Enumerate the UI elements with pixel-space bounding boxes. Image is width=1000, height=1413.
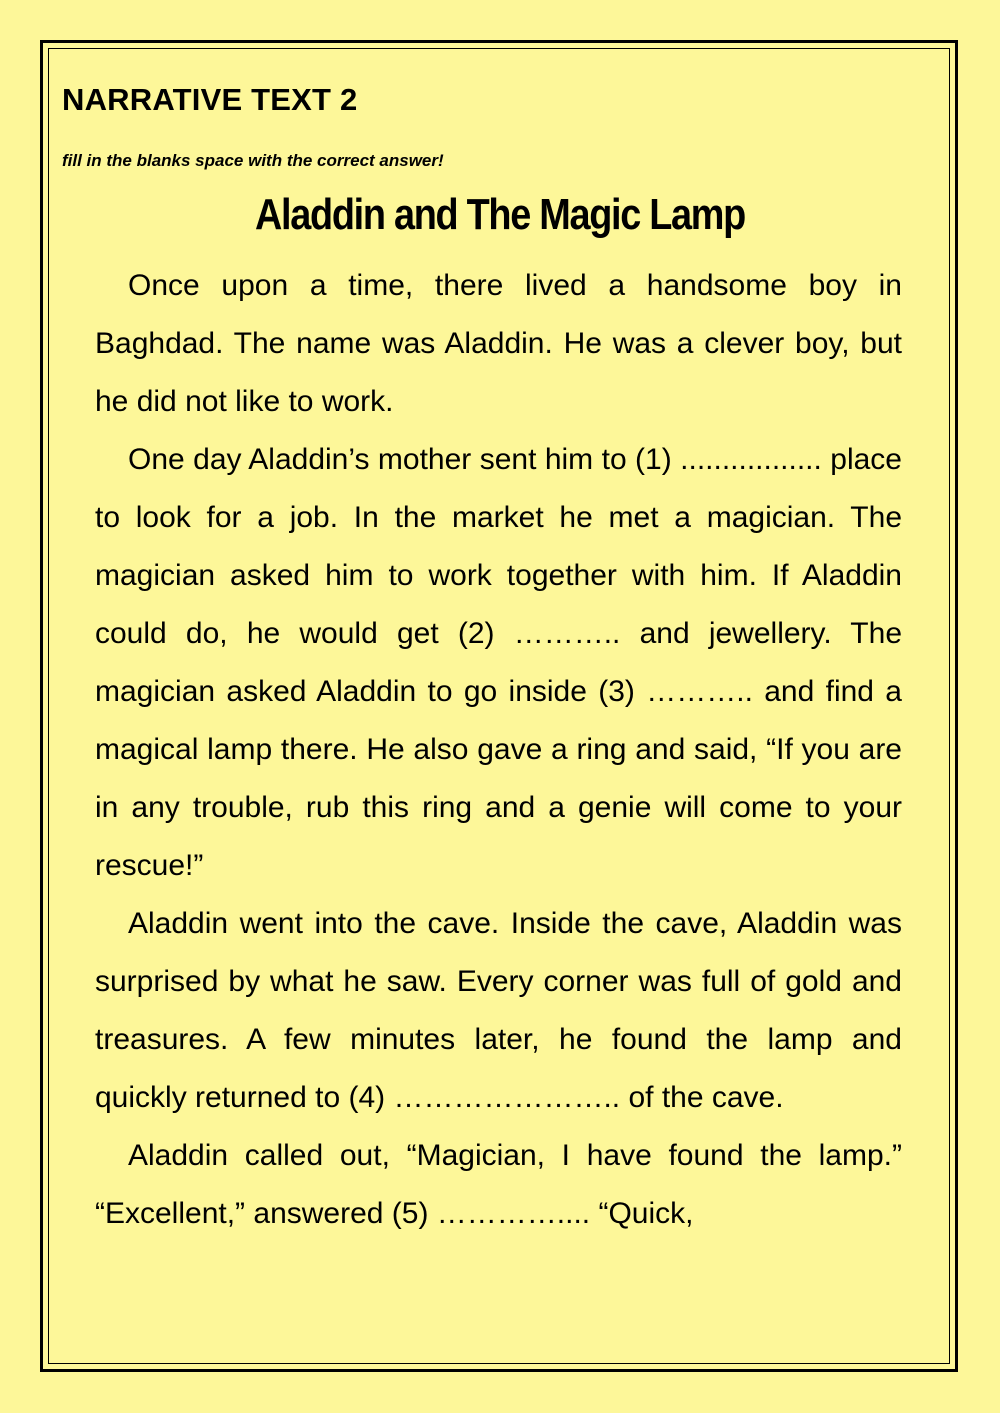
worksheet-instruction: fill in the blanks space with the correct answer! bbox=[62, 151, 444, 170]
story-paragraph: One day Aladdin’s mother sent him to (1) ................. place to look for a job. In the market he met a magician. The magician asked him to work together with him. If Aladdin could do, he would get (2) ……….. and jewellery. The magician asked Aladdin to go inside (3) ……….. and find a magical lamp there. He also gave a ring and said, “If you are in any trouble, rub this ring and a genie will come to your rescue!” bbox=[95, 443, 902, 882]
story-paragraph: Aladdin called out, “Magician, I have found the lamp.” “Excellent,” answered (5) ………….... “Quick, bbox=[95, 1139, 902, 1230]
story-paragraph: Aladdin went into the cave. Inside the cave, Aladdin was surprised by what he saw. Every corner was full of gold and treasures. A few minutes later, he found the lamp and quickly returned to (4) ………………….. of the cave. bbox=[95, 907, 902, 1114]
story-body bbox=[95, 257, 902, 1243]
story-paragraph: Once upon a time, there lived a handsome boy in Baghdad. The name was Aladdin. He was a clever boy, but he did not like to work. bbox=[95, 269, 902, 418]
story-title: Aladdin and The Magic Lamp bbox=[255, 190, 745, 239]
worksheet-heading: NARRATIVE TEXT 2 bbox=[62, 82, 358, 117]
